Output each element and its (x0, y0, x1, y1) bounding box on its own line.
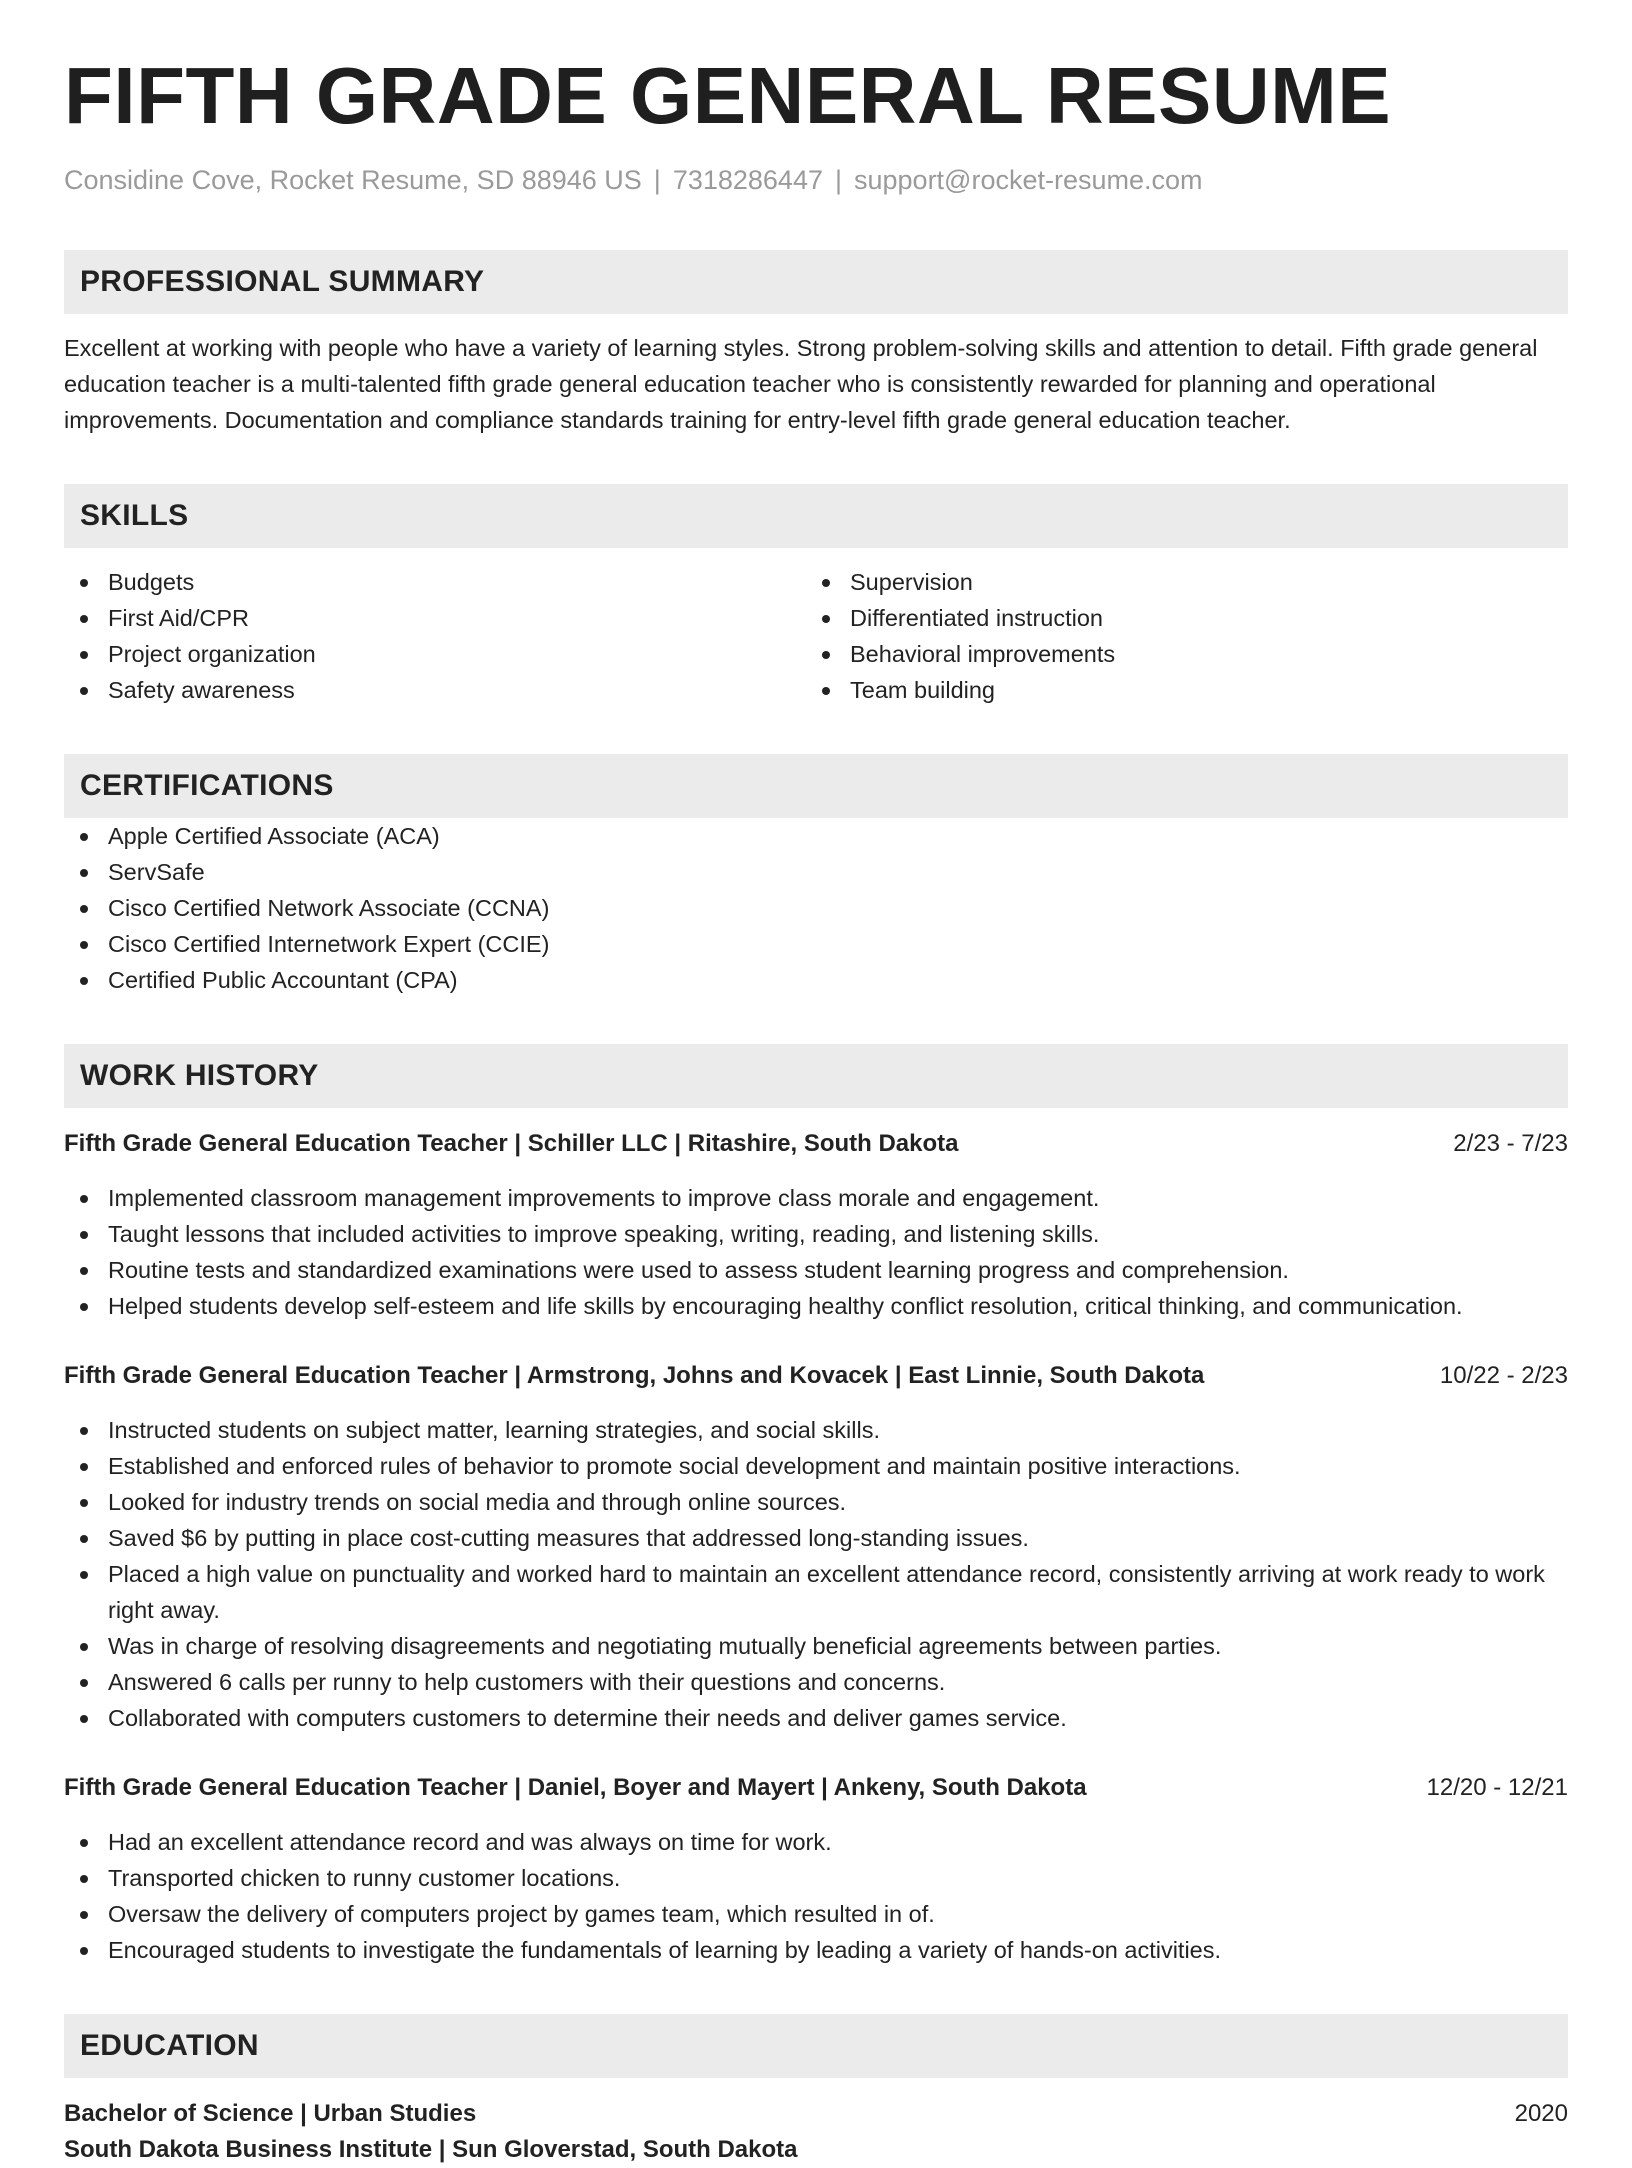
job-entry (64, 1126, 1568, 1324)
job-bullet: Oversaw the delivery of computers project by games team, which resulted in of. (64, 1896, 1568, 1932)
job-title: Fifth Grade General Education Teacher | Daniel, Boyer and Mayert | Ankeny, South Dakota (64, 1774, 1087, 1802)
job-bullet: Encouraged students to investigate the fundamentals of learning by leading a variety of hands-on activities. (64, 1932, 1568, 1968)
summary-text: Excellent at working with people who have a variety of learning styles. Strong problem-solving skills and attention to detail. Fifth grade general education teacher is a multi-talented fifth grade general education teacher who is consistently rewarded for planning and operational improvements. Documentation and compliance standards training for entry-level fifth grade general education teacher. (64, 335, 1538, 434)
section-heading-summary: PROFESSIONAL SUMMARY (64, 250, 1568, 314)
job-bullets (64, 1824, 1568, 1968)
job-bullet: Had an excellent attendance record and was always on time for work. (64, 1824, 1568, 1860)
section-heading-certifications: CERTIFICATIONS (64, 754, 1568, 818)
job-entry (64, 1358, 1568, 1736)
certifications-list (64, 818, 1568, 998)
job-title: Fifth Grade General Education Teacher | Schiller LLC | Ritashire, South Dakota (64, 1130, 959, 1158)
job-bullet: Saved $6 by putting in place cost-cutting measures that addressed long-standing issues. (64, 1520, 1568, 1556)
education-entry (64, 2096, 1568, 2168)
education-header (64, 2096, 1568, 2132)
skill-item: Differentiated instruction (806, 600, 1548, 636)
skills-grid (64, 564, 1568, 708)
contact-email[interactable]: support@rocket-resume.com (854, 165, 1203, 195)
skill-item: Team building (806, 672, 1548, 708)
job-dates: 2/23 - 7/23 (1453, 1130, 1568, 1158)
job-bullet: Placed a high value on punctuality and worked hard to maintain an excellent attendance record, consistently arriving at work ready to work right away. (64, 1556, 1568, 1628)
education-school: South Dakota Business Institute | Sun Gloverstad, South Dakota (64, 2136, 798, 2164)
skill-item: Safety awareness (64, 672, 806, 708)
skill-item: First Aid/CPR (64, 600, 806, 636)
certification-item: ServSafe (64, 854, 1568, 890)
job-bullet: Established and enforced rules of behavior to promote social development and maintain positive interactions. (64, 1448, 1568, 1484)
contact-phone[interactable]: 7318286447 (672, 165, 823, 195)
contact-line (64, 164, 1568, 196)
certification-item: Apple Certified Associate (ACA) (64, 818, 1568, 854)
section-heading-education: EDUCATION (64, 2014, 1568, 2078)
skills-list-right (806, 564, 1548, 708)
job-header (64, 1126, 1568, 1162)
job-bullet: Routine tests and standardized examinations were used to assess student learning progress and comprehension. (64, 1252, 1568, 1288)
job-bullet: Taught lessons that included activities to improve speaking, writing, reading, and listening skills. (64, 1216, 1568, 1252)
job-entry (64, 1770, 1568, 1968)
section-heading-skills: SKILLS (64, 484, 1568, 548)
job-bullet: Looked for industry trends on social media and through online sources. (64, 1484, 1568, 1520)
skill-item: Project organization (64, 636, 806, 672)
certification-item: Cisco Certified Internetwork Expert (CCIE) (64, 926, 1568, 962)
job-title: Fifth Grade General Education Teacher | Armstrong, Johns and Kovacek | East Linnie, South Dakota (64, 1362, 1205, 1390)
skill-item: Behavioral improvements (806, 636, 1548, 672)
skills-list-left (64, 564, 806, 708)
job-bullet: Collaborated with computers customers to determine their needs and deliver games service. (64, 1700, 1568, 1736)
job-header (64, 1770, 1568, 1806)
job-bullet: Instructed students on subject matter, learning strategies, and social skills. (64, 1412, 1568, 1448)
contact-address: Considine Cove, Rocket Resume, SD 88946 US (64, 165, 642, 195)
skill-item: Supervision (806, 564, 1548, 600)
job-dates: 12/20 - 12/21 (1426, 1774, 1568, 1802)
contact-separator: | (653, 165, 661, 195)
resume-title: FIFTH GRADE GENERAL RESUME (64, 51, 1392, 140)
job-bullet: Helped students develop self-esteem and life skills by encouraging healthy conflict resolution, critical thinking, and communication. (64, 1288, 1568, 1324)
job-bullet: Was in charge of resolving disagreements and negotiating mutually beneficial agreements between parties. (64, 1628, 1568, 1664)
job-header (64, 1358, 1568, 1394)
section-heading-work-history: WORK HISTORY (64, 1044, 1568, 1108)
job-bullets (64, 1412, 1568, 1736)
contact-separator: | (834, 165, 842, 195)
education-year: 2020 (1514, 2100, 1568, 2128)
job-bullet: Transported chicken to runny customer locations. (64, 1860, 1568, 1896)
education-degree: Bachelor of Science | Urban Studies (64, 2100, 477, 2128)
resume-page (64, 51, 1568, 2168)
job-bullet: Answered 6 calls per runny to help customers with their questions and concerns. (64, 1664, 1568, 1700)
job-bullet: Implemented classroom management improvements to improve class morale and engagement. (64, 1180, 1568, 1216)
certification-item: Cisco Certified Network Associate (CCNA) (64, 890, 1568, 926)
certification-item: Certified Public Accountant (CPA) (64, 962, 1568, 998)
skill-item: Budgets (64, 564, 806, 600)
job-dates: 10/22 - 2/23 (1439, 1362, 1568, 1390)
job-bullets (64, 1180, 1568, 1324)
